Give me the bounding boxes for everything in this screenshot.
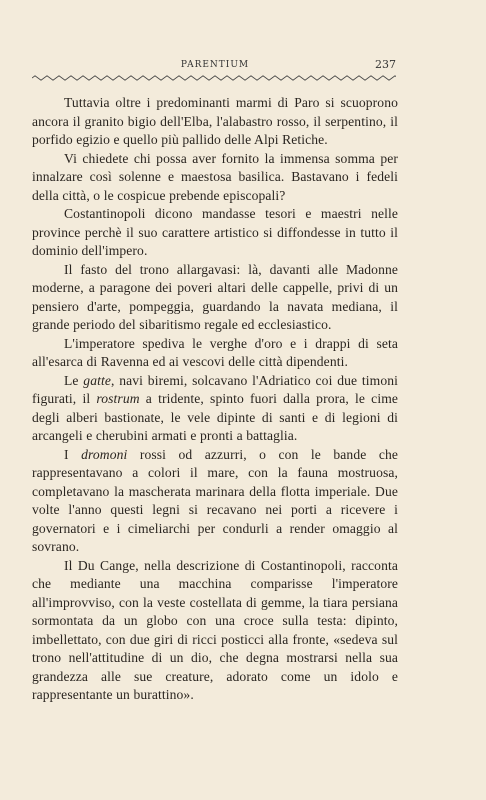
paragraph [32,205,398,261]
italic-term: gatte [83,372,111,388]
italic-term: rostrum [96,391,140,406]
paragraph [32,261,398,335]
text-run: Costantinopoli dicono mandasse tesori e maestri nelle province perchè il suo carattere artistico si diffondesse in tutto il dominio dell'impero. [32,206,398,258]
text-run: Il Du Cange, nella descrizione di Costantinopoli, racconta che mediante una macchina comparisse l'imperatore all'improvviso, con la veste costellata di gemme, la tiara persiana sormontata da un globo con una croce sulla testa: dipinto, imbellettato, con due giri di ricci posticci alla fronte, «sedeva sul trono nell'attitudine di un dio, che degna mostrarsi nella sua grandezza alle sue creature, adorato come un idolo e rappresentante un burattino». [32,557,398,702]
body-text [32,94,398,705]
text-run: Le [64,372,84,388]
page-header [34,60,396,74]
text-run: Tuttavia oltre i predominanti marmi di Paro si scuoprono ancora il granito bigio dell'Elba, l'alabastro rosso, il serpentino, il porfido egizio e quello più pallido delle Alpi Retiche. [32,95,398,147]
text-run: , navi biremi, solcavano l'Adriatico coi due timoni figurati, il [32,372,398,406]
page-number: 237 [375,58,396,71]
italic-term: dromoni [81,446,128,462]
text-run: a tridente, spinto fuori dalla prora, le cime degli alberi bastionate, le vele dipinte di santi e di legioni di arcangeli e cherubini armati e pronti a battaglia. [32,391,398,443]
paragraph [32,446,398,557]
paragraph [32,94,398,150]
wavy-rule-ornament [32,75,396,81]
text-run: Il fasto del trono allargavasi: là, davanti alle Madonne moderne, a paragone dei poveri altari delle cappelle, privi di un pensiero d'arte, pompeggia, guardando la navata mediana, il grande periodo del sibaritismo regale ed ecclesiastico. [32,261,398,332]
running-title: PARENTIUM [180,60,250,70]
text-run: rossi od azzurri, o con le bande che rappresentavano a colori il mare, con la fauna mostruosa, completavano la mascherata marinara della flotta imperiale. Due volte l'anno questi legni si recavano nei porti a ricevere i governatori e i cimeliarchi per condurli a render omaggio al sovrano. [32,446,398,554]
paragraph [32,150,398,206]
paragraph [32,335,398,372]
text-run: I [64,446,82,462]
paragraph [32,557,398,705]
text-run: Vi chiedete chi possa aver fornito la immensa somma per innalzare così solenne e maestosa basilica. Bastavano i fedeli della città, o le cospicue prebende episcopali? [32,150,398,203]
paragraph [32,372,398,446]
text-run: L'imperatore spediva le verghe d'oro e i drappi di seta all'esarca di Ravenna ed ai vescovi delle città dipendenti. [32,335,398,369]
